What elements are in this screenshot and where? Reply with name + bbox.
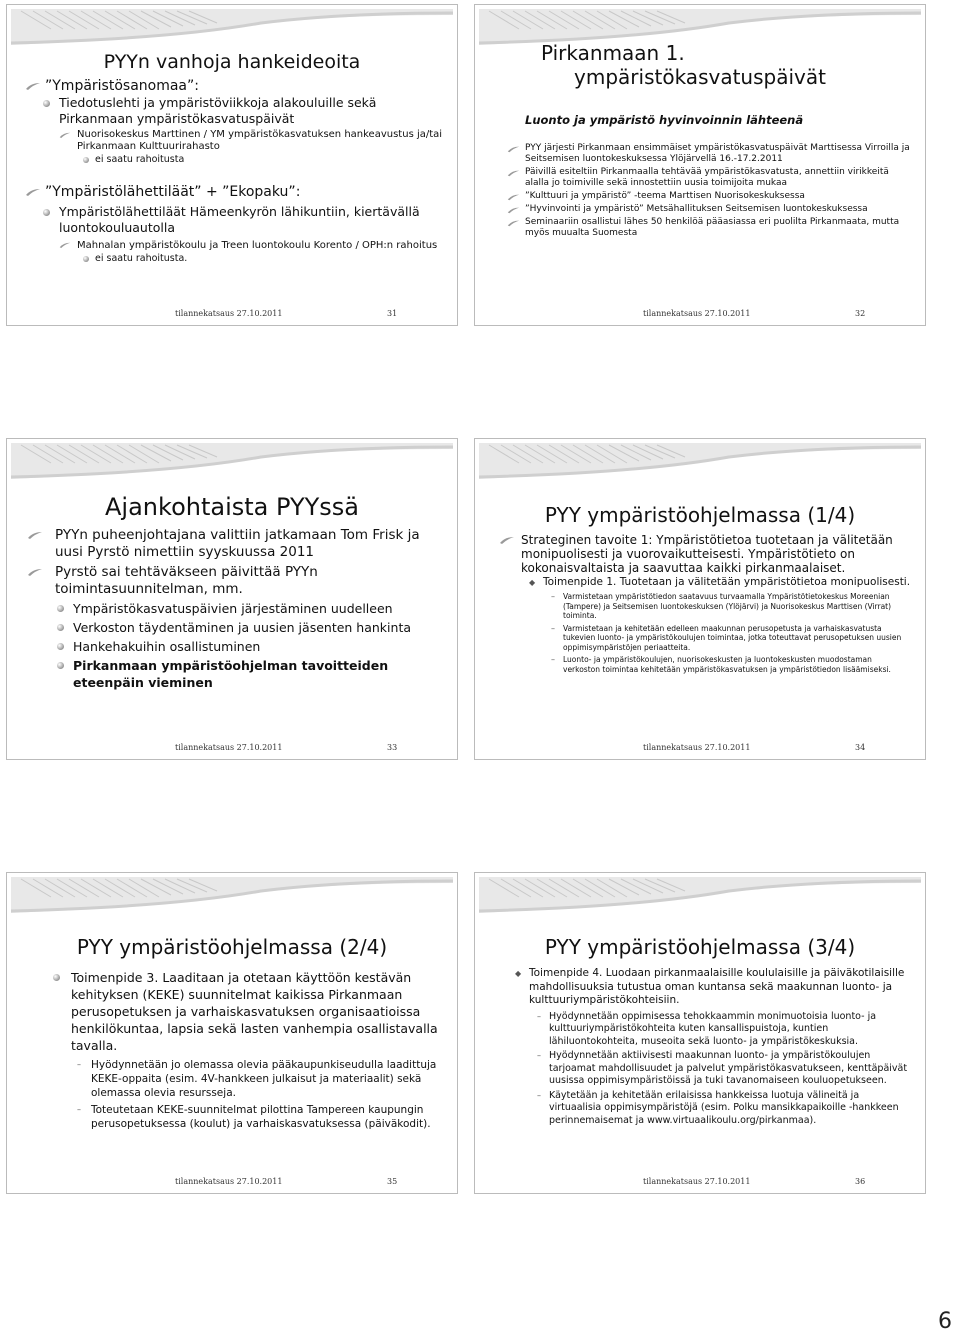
- list-item: Hyödynnetään jo olemassa olevia pääkaupunkiseudulla laadittuja KEKE-oppaita (esim. 4V-hankkeen julkaisut ja materiaalit) sekä olemassa olevia resursseja.: [91, 1059, 437, 1099]
- swoosh-bullet-icon: [507, 206, 520, 214]
- header-decoration: [479, 877, 921, 913]
- list-item: Toimenpide 4. Luodaan pirkanmaalaisille koululaisille ja päiväkotilaisille mahdollisuuksia tutustua oman kuntansa sekä maakunnan luonto- ja kulttuuriympäristökohteisiin.: [529, 967, 905, 1006]
- header-decoration: [479, 443, 921, 479]
- slide-36: [474, 872, 926, 1194]
- list-item: Päivillä esiteltiin Pirkanmaalla tehtävää ympäristökasvatusta, annettiin virikkeitä alalla jo toimiville sekä innostettiin uusia toimijoita mukaa: [525, 167, 889, 188]
- list-item: Toimenpide 1. Tuotetaan ja välitetään ympäristötietoa monipuolisesti.: [543, 576, 911, 588]
- dot-bullet-icon: [57, 643, 64, 650]
- slide-34: [474, 438, 926, 760]
- list-item: Mahnalan ympäristökoulu ja Treen luontokoulu Korento / OPH:n rahoitus: [77, 240, 438, 251]
- dash-bullet-icon: –: [77, 1105, 81, 1114]
- list-item: PYYn puheenjohtajana valittiin jatkamaan Tom Frisk ja uusi Pyrstö nimettiin syyskuussa 2011: [55, 527, 420, 560]
- slide-title: [475, 41, 925, 89]
- slide-footer: [475, 309, 925, 321]
- dot-bullet-icon: [53, 974, 60, 981]
- list-item: Hyödynnetään aktiivisesti maakunnan luonto- ja ympäristökoulujen tarjoamat mahdollisuudet ja palvelut ympäristökasvatukseen, kenttäpäivät uusissa oppimisympäristöissä ja tuki tavanomaiseen kouluopetukseen.: [549, 1050, 908, 1086]
- list-item: Strateginen tavoite 1: Ympäristötietoa tuotetaan ja välitetään monipuolisesti ja vuorovaikutteisesti. Ympäristötieto on kokonaisvaltaista ja saavuttaa kaikki pirkanmaalaiset.: [521, 533, 893, 575]
- list-item: Käytetään ja kehitetään erilaisissa hankkeissa luotuja välineitä ja virtuaalisia oppimisympäristöjä (esim. Polku mansikkapaikoille -hankkeen perinnemaisemat ja www.virtuaalikoulu.org/pirkanmaa).: [549, 1089, 899, 1126]
- swoosh-bullet-icon: [507, 145, 520, 153]
- slide-number: 33: [387, 743, 398, 752]
- swoosh-bullet-icon: [59, 131, 71, 139]
- slide-number: 36: [855, 1177, 866, 1186]
- diamond-bullet-icon: ◆: [515, 969, 522, 978]
- slide-footer: [7, 1177, 457, 1189]
- slide-title: PYY ympäristöohjelmassa (3/4): [544, 935, 856, 959]
- list-item: Toteutetaan KEKE-suunnitelmat pilottina Tampereen kaupungin perusopetuksessa (koulut) ja varhaiskasvatuksessa (päiväkodit).: [91, 1104, 431, 1130]
- slide-33: [6, 438, 458, 760]
- dot-bullet-icon: [43, 100, 50, 107]
- dot-bullet-icon: [57, 662, 64, 669]
- list-item: Pirkanmaan ympäristöohjelman tavoitteiden eteenpäin vieminen: [73, 658, 389, 690]
- dot-bullet-icon: [43, 209, 50, 216]
- dot-bullet-icon: [83, 157, 89, 163]
- dot-bullet-icon: [57, 624, 64, 631]
- list-item: ”Ympäristösanomaa”:: [45, 78, 199, 94]
- slide-title: PYYn vanhoja hankeideoita: [103, 51, 361, 73]
- slide-footer: [475, 1177, 925, 1189]
- footer-date: tilannekatsaus 27.10.2011: [643, 1177, 751, 1186]
- dot-bullet-icon: [57, 605, 64, 612]
- slide-title: Ajankohtaista PYYssä: [105, 493, 359, 521]
- swoosh-bullet-icon: [25, 82, 41, 90]
- header-decoration: [11, 877, 453, 913]
- dash-bullet-icon: –: [77, 1060, 81, 1069]
- swoosh-bullet-icon: [27, 568, 43, 576]
- list-item: Seminaariin osallistui lähes 50 henkilöä pääasiassa eri puolilta Pirkanmaata, mutta myös muualta Suomesta: [525, 217, 900, 238]
- header-decoration: [479, 9, 921, 45]
- page-number: 6: [938, 1309, 952, 1334]
- footer-date: tilannekatsaus 27.10.2011: [175, 743, 283, 752]
- title-line-1: Pirkanmaan 1.: [541, 41, 685, 65]
- footer-date: tilannekatsaus 27.10.2011: [643, 743, 751, 752]
- slide-footer: [475, 743, 925, 755]
- slide-31: [6, 4, 458, 326]
- slide-footer: [7, 309, 457, 321]
- list-item: Pyrstö sai tehtäväkseen päivittää PYYn toimintasuunnitelman, mm.: [55, 564, 318, 597]
- slide-number: 31: [387, 309, 398, 318]
- slide-title: PYY ympäristöohjelmassa (1/4): [544, 503, 856, 527]
- footer-date: tilannekatsaus 27.10.2011: [175, 309, 283, 318]
- list-item: Varmistetaan ja kehitetään edelleen maakunnan perusopetusta ja varhaiskasvatusta tukevien luonto- ja ympäristökoulujen toimintaa, jotka toteuttavat perusopetuksen uusien oppimisympäristöjen periaatteita.: [563, 623, 902, 652]
- swoosh-bullet-icon: [59, 241, 71, 249]
- list-item: ”Hyvinvointi ja ympäristö” Metsähallituksen Seitsemisen luontokeskuksessa: [525, 204, 868, 214]
- dot-bullet-icon: [83, 256, 89, 262]
- list-item: ei saatu rahoitusta.: [95, 253, 188, 264]
- list-item: ei saatu rahoitusta: [95, 154, 185, 165]
- list-item: Luonto- ja ympäristökoulujen, nuorisokeskusten ja luontokeskusten muodostaman verkoston toimintaa kehitetään ympäristökasvatuksen ja ympäristötiedon lisäämiseksi.: [563, 655, 891, 674]
- list-item: Hankehakuihin osallistuminen: [73, 639, 261, 654]
- list-item: ”Kulttuuri ja ympäristö” -teema Marttisen Nuorisokeskuksessa: [525, 191, 805, 201]
- slide-number: 32: [855, 309, 866, 318]
- swoosh-bullet-icon: [507, 193, 520, 201]
- list-item: Hyödynnetään oppimisessa tehokkaammin monimuotoisia luonto- ja kulttuuriympäristökohteita kuten kansallispuistoja, kuntien lähiluontokohteita, museoita sekä luonto- ja ympäristökeskuksia.: [549, 1010, 877, 1047]
- swoosh-bullet-icon: [507, 219, 520, 227]
- header-decoration: [11, 443, 453, 479]
- list-item: ”Ympäristölähettiläät” + ”Ekopaku”:: [45, 184, 301, 200]
- dash-bullet-icon: –: [537, 1011, 541, 1021]
- swoosh-bullet-icon: [27, 531, 43, 539]
- list-item: Toimenpide 3. Laaditaan ja otetaan käyttöön kestävän kehityksen (KEKE) suunnitelmat kaikissa Pirkanmaan perusopetuksen ja varhaiskasvatuksen organisaatioissa henkilökuntaa, lapsia sekä lasten vanhempia osallistavalla tavalla.: [71, 970, 438, 1053]
- dash-bullet-icon: –: [537, 1090, 541, 1100]
- diamond-bullet-icon: ◆: [529, 578, 536, 587]
- list-item: Nuorisokeskus Marttinen / YM ympäristökasvatuksen hankeavustus ja/tai Pirkanmaan Kulttuurirahasto: [77, 129, 443, 152]
- title-line-2: ympäristökasvatuspäivät: [574, 65, 826, 89]
- list-item: Ympäristökasvatuspäivien järjestäminen uudelleen: [73, 601, 393, 616]
- slide-35: [6, 872, 458, 1194]
- swoosh-bullet-icon: [25, 188, 41, 196]
- dash-bullet-icon: –: [551, 655, 555, 664]
- slide-subtitle: Luonto ja ympäristö hyvinvoinnin lähteenä: [525, 113, 804, 127]
- swoosh-bullet-icon: [499, 536, 515, 544]
- list-item: Verkoston täydentäminen ja uusien jäsenten hankinta: [73, 620, 412, 635]
- list-item: Tiedotuslehti ja ympäristöviikkoja alakouluille sekä Pirkanmaan ympäristökasvatuspäivät: [59, 95, 377, 126]
- footer-date: tilannekatsaus 27.10.2011: [175, 1177, 283, 1186]
- slide-number: 35: [387, 1177, 398, 1186]
- slide-32: [474, 4, 926, 326]
- dash-bullet-icon: –: [551, 623, 555, 633]
- dash-bullet-icon: –: [551, 592, 555, 601]
- footer-date: tilannekatsaus 27.10.2011: [643, 309, 751, 318]
- list-item: Varmistetaan ympäristötiedon saatavuus turvaamalla Ympäristötietokeskus Moreenian (Tampere) ja Seitsemisen luontokeskuksen (Ylöjärvi) ja Nuorisokeskus Marttisen (Virrat) toiminta.: [563, 592, 892, 620]
- slide-title: PYY ympäristöohjelmassa (2/4): [76, 935, 388, 959]
- header-decoration: [11, 9, 453, 45]
- slide-number: 34: [855, 743, 866, 752]
- swoosh-bullet-icon: [507, 169, 520, 177]
- dash-bullet-icon: –: [537, 1051, 541, 1060]
- list-item: Ympäristölähettiläät Hämeenkyrön lähikuntiin, kiertävällä luontokouluautolla: [59, 204, 420, 235]
- list-item: PYY järjesti Pirkanmaan ensimmäiset ympäristökasvatuspäivät Marttisessa Virroilla ja Seitsemisen luontokeskuksessa Ylöjärvellä 16.-17.2.2011: [525, 143, 910, 164]
- slide-footer: [7, 743, 457, 755]
